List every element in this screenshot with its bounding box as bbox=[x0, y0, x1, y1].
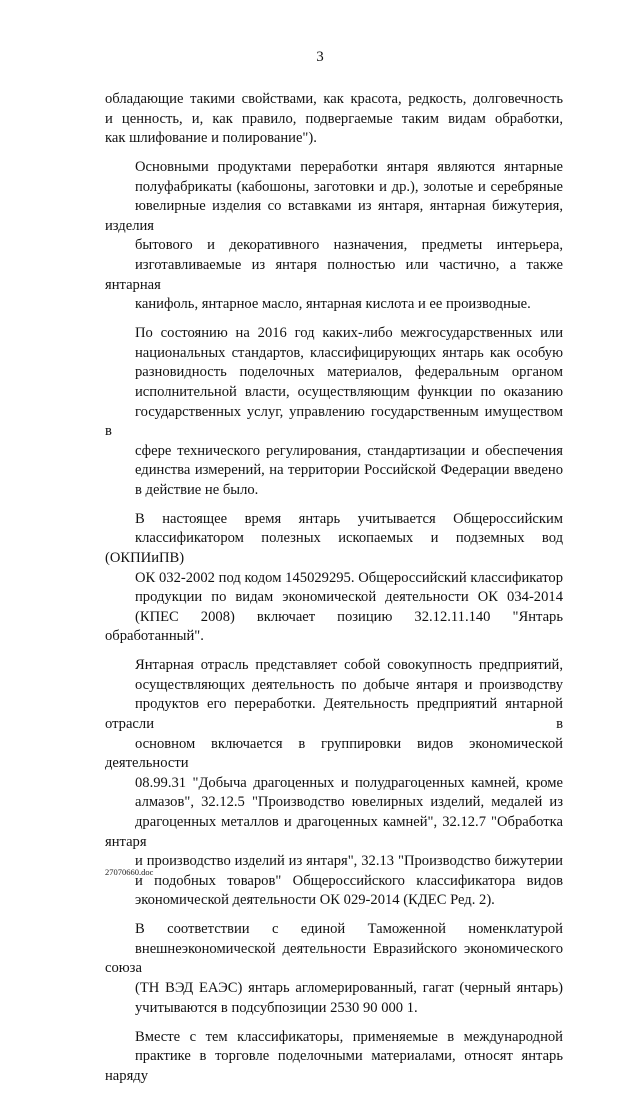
paragraph bbox=[105, 90, 563, 149]
text-line: (КПЕС 2008) включает позицию 32.12.11.140 "Янтарь обработанный". bbox=[105, 608, 563, 645]
text-line: бытового и декоративного назначения, предметы интерьера, bbox=[135, 237, 563, 254]
text-line: изготавливаемые из янтаря полностью или частично, а также янтарная bbox=[105, 257, 563, 293]
paragraph bbox=[105, 920, 563, 1018]
text-line: полуфабрикаты (кабошоны, заготовки и др.), золотые и серебряные bbox=[135, 178, 563, 195]
text-line: алмазов", 32.12.5 "Производство ювелирных изделий, медалей из bbox=[135, 794, 563, 811]
text-line: единства измерений, на территории Российской Федерации введено bbox=[135, 462, 563, 479]
text-line: и подобных товаров" Общероссийского классификатора видов bbox=[135, 872, 563, 889]
text-line: и ценность, и, как правило, подвергаемые таким видам обработки, bbox=[105, 110, 563, 127]
text-line: классификатором полезных ископаемых и подземных вод (ОКПИиПВ) bbox=[105, 530, 563, 566]
text-line: внешнеэкономической деятельности Евразийского экономического союза bbox=[105, 940, 563, 977]
text-line: осуществляющих деятельность по добыче янтаря и производству bbox=[135, 676, 563, 693]
text-line: ОК 032-2002 под кодом 145029295. Общероссийский классификатор bbox=[135, 569, 563, 586]
paragraph bbox=[105, 1028, 563, 1087]
paragraph bbox=[105, 510, 563, 647]
text-line: Вместе с тем классификаторы, применяемые в международной bbox=[135, 1028, 563, 1045]
text-line: драгоценных металлов и драгоценных камней", 32.12.7 "Обработка янтаря bbox=[105, 813, 563, 850]
text-line: Янтарная отрасль представляет собой совокупность предприятий, bbox=[135, 657, 563, 674]
text-line: государственных услуг, управлению государственным имуществом в bbox=[105, 403, 563, 440]
text-line: ювелирные изделия со вставками из янтаря, янтарная бижутерия, изделия bbox=[105, 198, 563, 234]
text-line: По состоянию на 2016 год каких-либо межгосударственных или bbox=[135, 325, 563, 342]
text-line: в действие не было. bbox=[135, 481, 259, 498]
text-line: 08.99.31 "Добыча драгоценных и полудрагоценных камней, кроме bbox=[135, 774, 563, 791]
text-line: В настоящее время янтарь учитывается Общероссийским bbox=[135, 510, 563, 527]
paragraph bbox=[105, 324, 563, 500]
text-line: обладающие такими свойствами, как красота, редкость, долговечность bbox=[105, 91, 563, 107]
text-line: учитываются в подсубпозиции 2530 90 000 1. bbox=[135, 999, 418, 1016]
text-line: разновидность поделочных материалов, федеральным органом bbox=[135, 364, 563, 381]
text-line: исполнительной власти, осуществляющим функции по оказанию bbox=[135, 383, 563, 400]
text-line: (ТН ВЭД ЕАЭС) янтарь агломерированный, гагат (черный янтарь) bbox=[135, 980, 563, 997]
text-line: канифоль, янтарное масло, янтарная кислота и ее производные. bbox=[135, 296, 531, 313]
text-line: В соответствии с единой Таможенной номенклатурой bbox=[135, 921, 563, 938]
document-body bbox=[105, 90, 563, 1096]
text-line: национальных стандартов, классифицирующих янтарь как особую bbox=[135, 344, 563, 361]
text-line: сфере технического регулирования, стандартизации и обеспечения bbox=[135, 442, 563, 459]
text-line: экономической деятельности ОК 029-2014 (КДЕС Ред. 2). bbox=[135, 892, 495, 909]
page-number: 3 bbox=[316, 49, 324, 65]
text-line: основном включается в группировки видов экономической деятельности bbox=[105, 735, 563, 772]
paragraph bbox=[105, 158, 563, 315]
text-line: Основными продуктами переработки янтаря являются янтарные bbox=[135, 159, 563, 176]
text-line: продукции по видам экономической деятельности ОК 034-2014 bbox=[135, 589, 563, 606]
text-line: и производство изделий из янтаря", 32.13 "Производство бижутерии bbox=[135, 853, 563, 870]
paragraph bbox=[105, 656, 563, 911]
document-filename: 27070660.doc bbox=[105, 867, 154, 877]
text-line: практике в торговле поделочными материалами, относят янтарь наряду bbox=[105, 1048, 563, 1084]
text-line: продуктов его переработки. Деятельность предприятий янтарной отрасли в bbox=[105, 696, 563, 732]
text-line: как шлифование и полирование"). bbox=[105, 130, 317, 147]
